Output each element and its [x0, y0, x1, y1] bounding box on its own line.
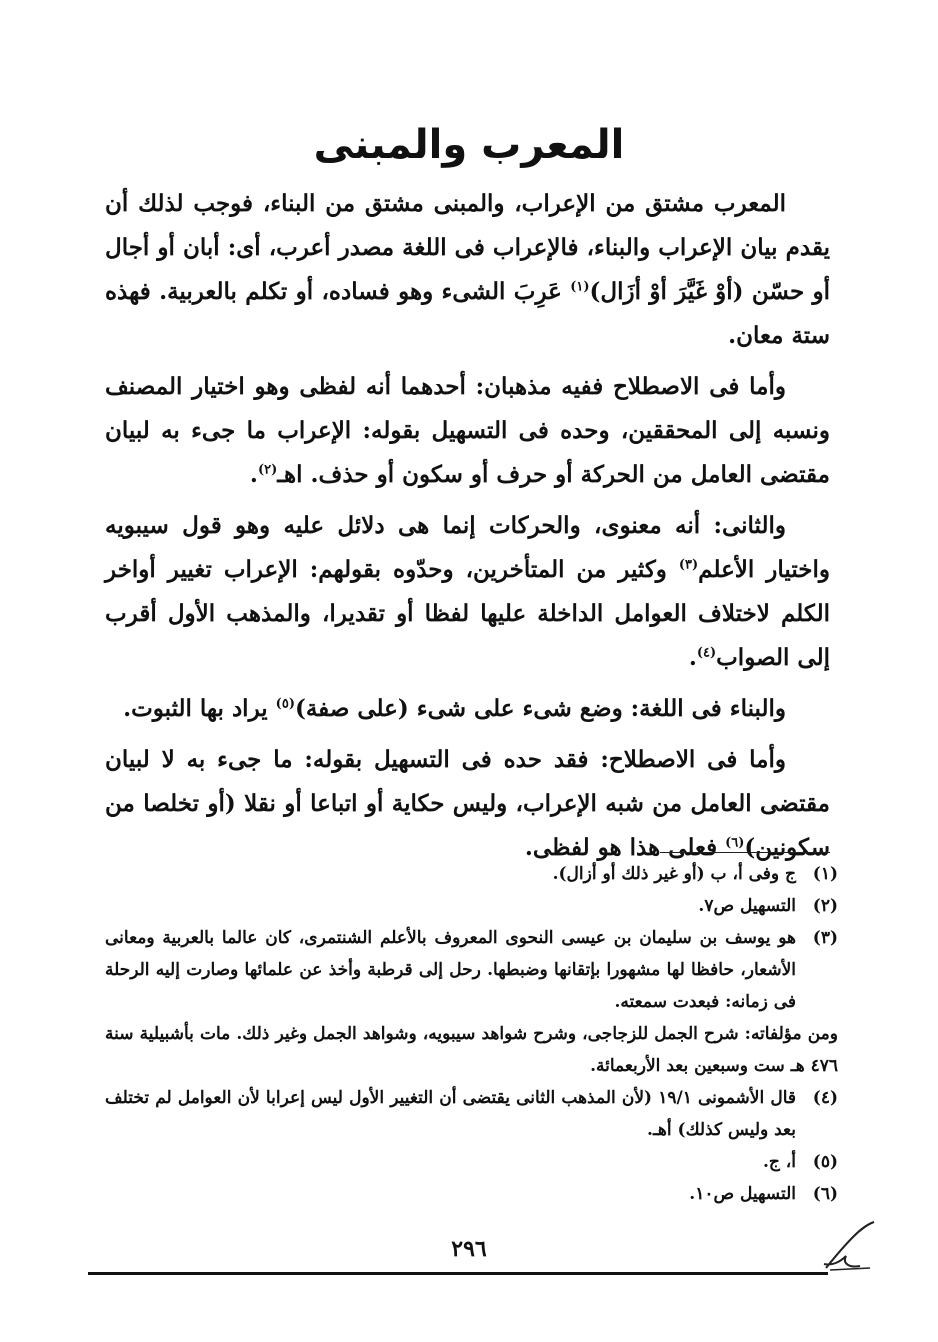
paragraph-5 [105, 738, 830, 870]
footnote-number: (٣) [812, 928, 838, 948]
signature-flourish-icon [820, 1218, 878, 1274]
footnote-text: قال الأشمونى ١٩/١ (لأن المذهب الثانى يقتضى أن التغيير الأول ليس إعرابا لأن العوامل لم تختلف بعد وليس كذلك) أهـ. [105, 1088, 796, 1140]
footnote-3-continuation [105, 1018, 838, 1082]
footnote-1 [105, 858, 838, 890]
paragraph-1 [105, 182, 830, 358]
paragraph-3 [105, 504, 830, 680]
paragraph-2-tail: . [249, 461, 258, 488]
paragraph-3-text-a: والثانى: أنه معنوى، والحركات إنما هى دلائل عليه وهو قول سيبويه واختيار الأعلم [105, 512, 830, 583]
footnote-text: ومن مؤلفاته: شرح الجمل للزجاجى، وشرح شواهد سيبويه، وشواهد الجمل وغير ذلك. مات بأشبيلية سنة ٤٧٦ هـ ست وسبعين بعد الأربعمائة. [105, 1024, 838, 1076]
paragraph-5-text-a: وأما فى الاصطلاح: فقد حده فى التسهيل بقوله: ما جىء به لا لبيان مقتضى العامل من شبه الإعراب، وليس حكاية أو اتباعا أو نقلا (أو تخلصا من سكونين) [105, 746, 830, 861]
footnote-ref-3: (٣) [678, 557, 699, 573]
paragraph-4-text-b: يراد بها الثبوت. [123, 695, 276, 722]
footnotes [105, 858, 838, 1210]
paragraph-2-text: وأما فى الاصطلاح ففيه مذهبان: أحدهما أنه لفظى وهو اختيار المصنف ونسبه إلى المحققين، وحده فى التسهيل بقوله: الإعراب ما جىء به لبيان مقتضى العامل من الحركة أو حرف أو سكون أو حذف. اهـ [105, 373, 830, 488]
footnote-ref-1: (١) [570, 279, 590, 295]
footnote-ref-4: (٤) [696, 645, 717, 661]
footnote-ref-2: (٢) [257, 462, 278, 478]
paragraph-5-text-b: فعلى هذا هو لفظى. [524, 834, 726, 861]
paragraph-3-tail: . [688, 644, 697, 671]
footnote-3 [105, 922, 838, 1018]
footnote-ref-5: (٥) [275, 696, 295, 712]
footnote-text: التسهيل ص٧. [698, 896, 796, 916]
page-number: ٢٩٦ [451, 1236, 487, 1262]
paragraph-4 [105, 687, 830, 731]
footnote-text: هو يوسف بن سليمان بن عيسى النحوى المعروف بالأعلم الشنتمرى، كان عالما بالعربية ومعانى الأشعار، حافظا لها مشهورا بإتقانها وضبطها. رحل إلى قرطبة وأخذ عن علمائها وصارت إليه الرحلة فى زمانه: فبعدت سمعته. [105, 928, 796, 1012]
footnote-4 [105, 1082, 838, 1146]
footnote-6 [105, 1178, 838, 1210]
footnote-ref-6: (٦) [725, 835, 745, 851]
page-title: المعرب والمبنى [313, 122, 625, 168]
paragraph-4-text-a: والبناء فى اللغة: وضع شىء على شىء (على صفة) [294, 695, 786, 722]
footnote-number: (٥) [812, 1152, 838, 1172]
footnote-number: (٦) [812, 1184, 838, 1204]
bottom-rule [88, 1272, 828, 1275]
footnote-separator [660, 852, 830, 853]
paragraph-1-tail: عَرِبَ الشىء وهو فساده، أو تكلم بالعربية. فهذه ستة معان. [105, 278, 830, 349]
footnote-number: (١) [812, 864, 838, 884]
footnote-2 [105, 890, 838, 922]
footnote-text: التسهيل ص١٠. [689, 1184, 796, 1204]
footnote-number: (٢) [812, 896, 838, 916]
footnote-text: أ، ج. [762, 1152, 796, 1172]
footnote-5 [105, 1146, 838, 1178]
footnote-text: ج وفى أ، ب (أو غير ذلك أو أزال). [552, 864, 796, 884]
paragraph-1-text: المعرب مشتق من الإعراب، والمبنى مشتق من البناء، فوجب لذلك أن يقدم بيان الإعراب والبناء، فالإعراب فى اللغة مصدر أعرب، أى: أبان أو أجال أو حسّن (أوْ غَيَّرَ أوْ أزَال) [105, 190, 830, 305]
paragraph-2 [105, 365, 830, 497]
footnote-number: (٤) [812, 1088, 838, 1108]
main-text [105, 182, 830, 877]
paragraph-3-text-b: وكثير من المتأخرين، وحدّوه بقولهم: الإعراب تغيير أواخر الكلم لاختلاف العوامل الداخلة عليها لفظا أو تقديرا، والمذهب الأول أقرب إلى الصواب [105, 556, 830, 671]
